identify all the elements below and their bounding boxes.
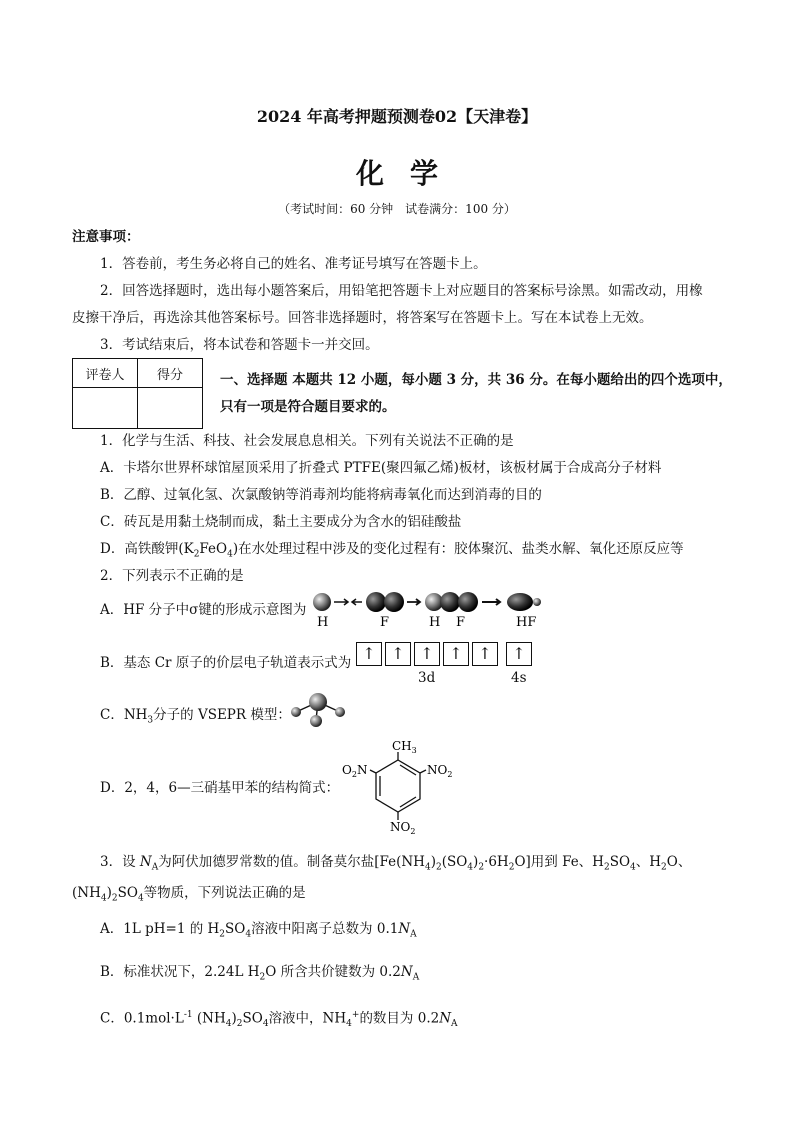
central-atom <box>309 693 327 711</box>
section-1-heading-line-2: 只有一项是符合题目要求的。 <box>220 399 396 415</box>
label-f: F <box>456 615 466 630</box>
label-h: H <box>317 615 329 630</box>
section-1-heading-line-1: 一、选择题 本题共 12 小题，每小题 3 分，共 36 分。在每小题给出的四个选项中， <box>220 372 732 388</box>
score-table-grader-header: 评卷人 <box>73 359 138 388</box>
orbital-label-3d: 3d <box>418 670 436 686</box>
q3-option-c: C．$0.1mol\cdot L^{-1}$ $(NH_4)_2SO_4$溶液中，$NH_4^+$的数目为 $0.2N_A$ <box>100 1010 458 1030</box>
approach-arrows-icon <box>334 599 362 605</box>
orbital-label-4s: 4s <box>511 670 527 686</box>
notice-item-1: 1．答卷前，考生务必将自己的姓名、准考证号填写在答题卡上。 <box>100 256 487 272</box>
notice-heading: 注意事项： <box>72 229 140 245</box>
f-p-orbital-left-lobe <box>366 592 386 612</box>
q3-option-a: A．1L pH=1 的 $H_2SO_4$溶液中阳离子总数为 $0.1N_A$ <box>100 921 417 940</box>
arrow-icon <box>407 599 420 605</box>
arrow-icon <box>482 599 500 605</box>
f-p-orbital-right-lobe <box>384 592 404 612</box>
hf-bond-orbital <box>507 593 533 611</box>
q1-option-c: C．砖瓦是用黏土烧制而成，黏土主要成分为含水的铝硅酸盐 <box>100 514 462 530</box>
orbital-box-3d-1: ↑ <box>356 642 382 666</box>
no2-right-label: $NO_2$ <box>427 763 453 779</box>
q2-option-d: D．2，4，6—三硝基甲苯的结构简式： <box>100 780 340 796</box>
label-h: H <box>429 615 441 630</box>
q1-option-a: A．卡塔尔世界杯球馆屋顶采用了折叠式 PTFE(聚四氟乙烯)板材，该板材属于合成高分子材料 <box>100 460 662 476</box>
document-title: 2024 年高考押题预测卷02【天津卷】 <box>256 107 538 126</box>
notice-item-2-line-2: 皮擦干净后，再选涂其他答案标号。回答非选择题时，将答案写在答题卡上。写在本试卷上无效。 <box>72 310 653 326</box>
notice-item-2-line-1: 2．回答选择题时，选出每小题答案后，用铅笔把答题卡上对应题目的答案标号涂黑。如需改动，用橡 <box>100 283 703 299</box>
ch3-label: $CH_3$ <box>392 739 417 755</box>
score-table-score-cell <box>138 388 203 429</box>
orbital-box-3d-2: ↑ <box>385 642 411 666</box>
sigma-bond-diagram <box>310 590 560 630</box>
label-f: F <box>380 615 390 630</box>
q3-stem-line-2: $(NH_4)_2SO_4$等物质，下列说法正确的是 <box>72 885 306 904</box>
tnt-structure-diagram <box>338 738 458 834</box>
q1-option-b: B．乙醇、过氧化氢、次氯酸钠等消毒剂均能将病毒氧化而达到消毒的目的 <box>100 487 542 503</box>
subject-title: 化学 <box>355 157 464 190</box>
q3-option-b: B．标准状况下，2.24L $H_2O$ 所含共价键数为 $0.2N_A$ <box>100 964 420 983</box>
exam-info: （考试时间：60 分钟 试卷满分：100 分） <box>278 202 516 216</box>
q1-option-d: D．高铁酸钾$(K_2FeO_4)$在水处理过程中涉及的变化过程有：胶体聚沉、盐类水解、氧化还原反应等 <box>100 541 684 560</box>
peripheral-atom <box>335 707 345 717</box>
notice-item-3: 3．考试结束后，将本试卷和答题卡一并交回。 <box>100 337 379 353</box>
q2-option-a: A．HF 分子中σ键的形成示意图为 <box>100 602 307 618</box>
score-table-grader-cell <box>73 388 138 429</box>
no2-left-label: $O_2N$ <box>342 763 368 779</box>
orbital-box-3d-4: ↑ <box>443 642 469 666</box>
label-hf: HF <box>516 615 537 630</box>
overlap-f-right <box>458 592 478 612</box>
peripheral-atom <box>310 715 322 727</box>
overlap-f-left <box>440 592 460 612</box>
q2-option-c: C．$NH_3$分子的 VSEPR 模型： <box>100 707 291 726</box>
q2-option-b: B．基态 Cr 原子的价层电子轨道表示式为 <box>100 655 352 671</box>
vsepr-model-diagram <box>284 690 354 730</box>
hf-small-lobe <box>533 598 541 606</box>
q3-stem-line-1: 3．设 $N_A$为阿伏加德罗常数的值。制备莫尔盐$[Fe(NH_4)_2(SO_4)_2\cdot 6H_2O]$用到 Fe、$H_2SO_4$、$H_2O$、 <box>100 854 692 873</box>
q2-stem: 2．下列表示不正确的是 <box>100 568 244 584</box>
peripheral-atom <box>291 707 301 717</box>
score-table-score-header: 得分 <box>138 359 203 388</box>
score-table <box>72 358 203 429</box>
no2-bottom-label: $NO_2$ <box>390 820 416 834</box>
orbital-box-3d-3: ↑ <box>414 642 440 666</box>
h-s-orbital <box>313 593 331 611</box>
q1-stem: 1．化学与生活、科技、社会发展息息相关。下列有关说法不正确的是 <box>100 433 514 449</box>
orbital-box-3d-5: ↑ <box>472 642 498 666</box>
orbital-box-4s: ↑ <box>506 642 532 666</box>
